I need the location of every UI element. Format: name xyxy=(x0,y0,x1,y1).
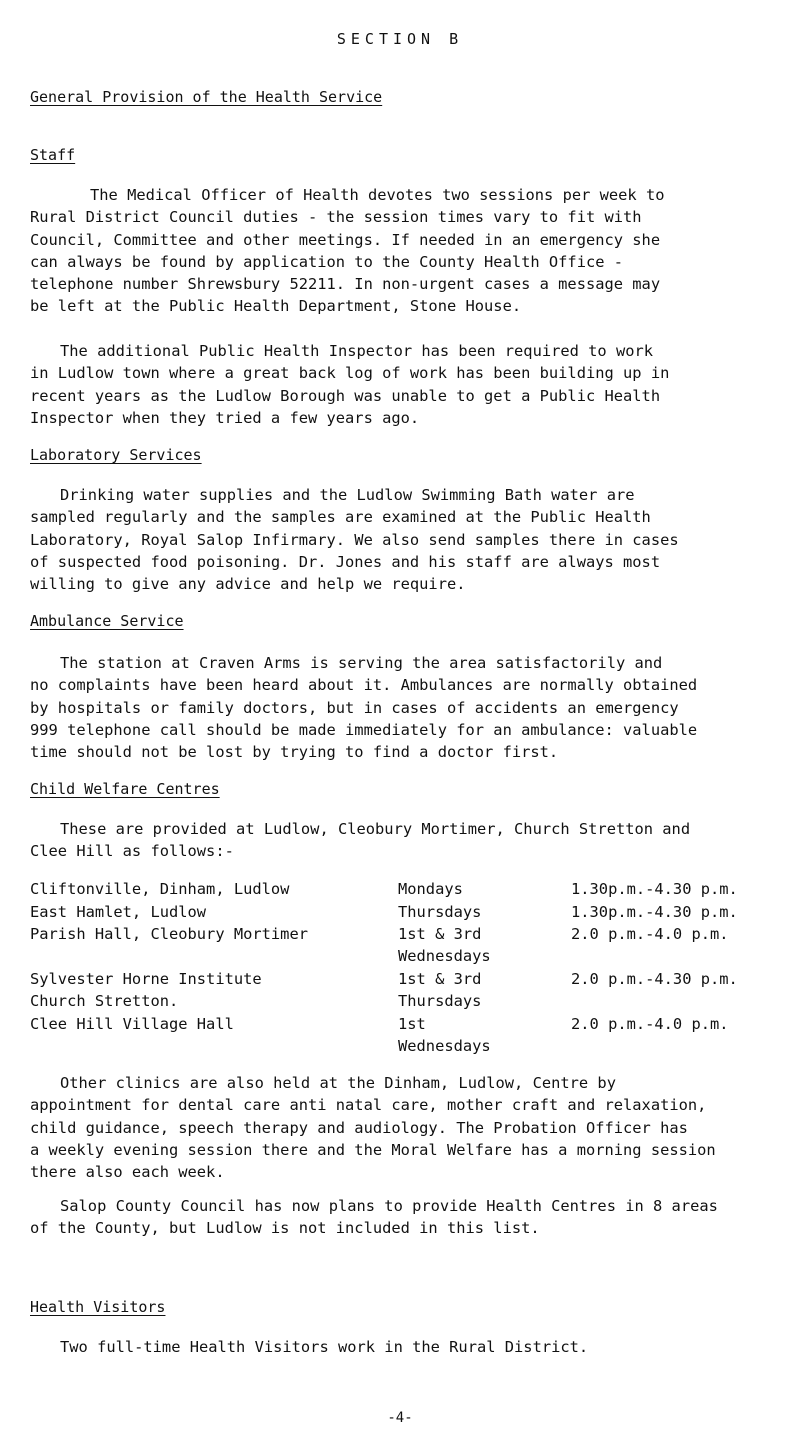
health-visitors-paragraph xyxy=(30,1336,588,1358)
text-line: 999 telephone call should be made immediately for an ambulance: valuable xyxy=(30,720,698,739)
staff-paragraph-1 xyxy=(30,184,665,318)
page-heading: General Provision of the Health Service xyxy=(30,88,383,106)
clinic-time: 2.0 p.m.-4.0 p.m. xyxy=(571,925,729,943)
text-line: Other clinics are also held at the Dinham, Ludlow, Centre by xyxy=(60,1074,616,1092)
section-title: SECTION B xyxy=(336,30,464,48)
text-line: Two full-time Health Visitors work in the Rural District. xyxy=(60,1338,589,1356)
text-line: telephone number Shrewsbury 52211. In non-urgent cases a message may xyxy=(30,275,661,294)
health-visitors-heading: Health Visitors xyxy=(30,1298,166,1316)
text-line: child guidance, speech therapy and audiology. The Probation Officer has xyxy=(30,1118,688,1137)
clinic-day: Wednesdays xyxy=(398,1037,491,1055)
clinic-day: Wednesdays xyxy=(398,947,491,965)
clinic-day: 1st & 3rd xyxy=(398,925,482,943)
text-line: These are provided at Ludlow, Cleobury Mortimer, Church Stretton and xyxy=(60,820,691,838)
text-line: in Ludlow town where a great back log of work has been building up in xyxy=(30,364,670,383)
text-line: by hospitals or family doctors, but in cases of accidents an emergency xyxy=(30,698,679,717)
clinic-place: Sylvester Horne Institute xyxy=(30,970,262,988)
text-line: appointment for dental care anti natal care, mother craft and relaxation, xyxy=(30,1096,707,1115)
text-line: recent years as the Ludlow Borough was unable to get a Public Health xyxy=(30,386,661,405)
clinic-time: 1.30p.m.-4.30 p.m. xyxy=(571,880,738,898)
clinic-day: Mondays xyxy=(398,880,463,898)
page-number: -4- xyxy=(387,1410,413,1426)
clinic-day: 1st xyxy=(398,1015,426,1033)
text-line: Salop County Council has now plans to provide Health Centres in 8 areas xyxy=(60,1197,718,1215)
text-line: Clee Hill as follows:- xyxy=(30,842,234,861)
other-clinics-paragraph xyxy=(30,1072,716,1183)
laboratory-heading: Laboratory Services xyxy=(30,446,202,464)
text-line: Drinking water supplies and the Ludlow Swimming Bath water are xyxy=(60,486,635,504)
clinic-day: Thursdays xyxy=(398,903,482,921)
health-centres-paragraph xyxy=(30,1195,718,1240)
clinic-place: Parish Hall, Cleobury Mortimer xyxy=(30,925,308,943)
text-line: can always be found by application to the County Health Office - xyxy=(30,252,624,271)
ambulance-paragraph xyxy=(30,652,697,763)
text-line: willing to give any advice and help we require. xyxy=(30,575,466,594)
text-line: Council, Committee and other meetings. If needed in an emergency she xyxy=(30,230,661,249)
clinic-time: 2.0 p.m.-4.30 p.m. xyxy=(571,970,738,988)
clinic-place: East Hamlet, Ludlow xyxy=(30,903,207,921)
text-line: Rural District Council duties - the session times vary to fit with xyxy=(30,208,642,227)
text-line: there also each week. xyxy=(30,1163,225,1182)
child-welfare-intro xyxy=(30,818,690,863)
text-line: Inspector when they tried a few years ago. xyxy=(30,408,420,427)
staff-heading: Staff xyxy=(30,146,76,164)
text-line: time should not be lost by trying to find a doctor first. xyxy=(30,743,559,762)
clinic-day: 1st & 3rd xyxy=(398,970,482,988)
clinic-place: Cliftonville, Dinham, Ludlow xyxy=(30,880,290,898)
text-line: of the County, but Ludlow is not included in this list. xyxy=(30,1219,540,1238)
text-line: of suspected food poisoning. Dr. Jones and his staff are always most xyxy=(30,552,661,571)
text-line: sampled regularly and the samples are examined at the Public Health xyxy=(30,508,651,527)
clinic-place: Church Stretton. xyxy=(30,992,179,1010)
text-line: The additional Public Health Inspector has been required to work xyxy=(60,342,654,360)
laboratory-paragraph xyxy=(30,484,679,595)
child-welfare-heading: Child Welfare Centres xyxy=(30,780,220,798)
clinic-time: 2.0 p.m.-4.0 p.m. xyxy=(571,1015,729,1033)
clinic-place: Clee Hill Village Hall xyxy=(30,1015,234,1033)
text-line: Laboratory, Royal Salop Infirmary. We also send samples there in cases xyxy=(30,530,679,549)
ambulance-heading: Ambulance Service xyxy=(30,612,184,630)
staff-paragraph-2 xyxy=(30,340,669,429)
text-line: a weekly evening session there and the Moral Welfare has a morning session xyxy=(30,1140,716,1159)
text-line: be left at the Public Health Department, Stone House. xyxy=(30,297,522,316)
clinic-time: 1.30p.m.-4.30 p.m. xyxy=(571,903,738,921)
text-line: The station at Craven Arms is serving the area satisfactorily and xyxy=(60,654,663,672)
clinic-day: Thursdays xyxy=(398,992,482,1010)
text-line: no complaints have been heard about it. Ambulances are normally obtained xyxy=(30,676,698,695)
text-line: The Medical Officer of Health devotes two sessions per week to xyxy=(90,186,665,204)
